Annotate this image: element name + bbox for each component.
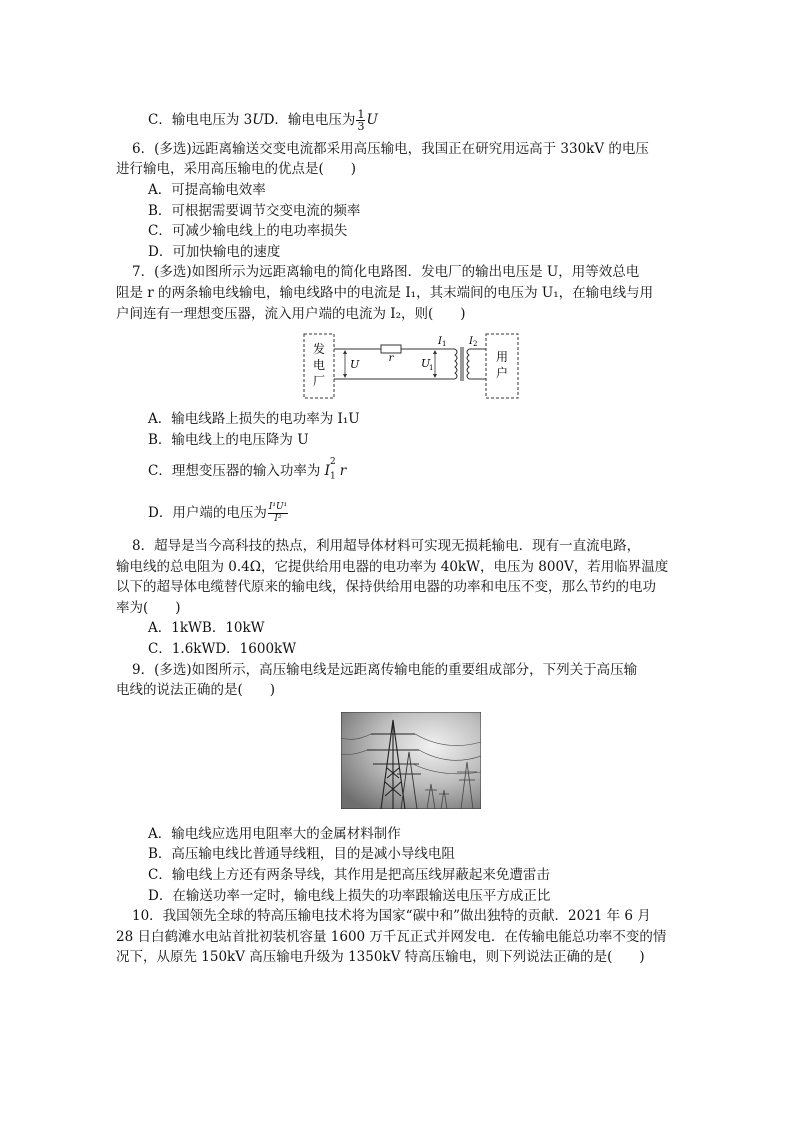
q6-option-a: A．可提高输电效率 [148, 182, 266, 198]
plant-label-2: 电 [312, 358, 326, 372]
circuit-diagram [303, 333, 519, 399]
q5-option-d: D．输电电压为 [263, 112, 356, 128]
q8-options-cd: C．1.6kWD．1600kW [148, 641, 297, 657]
q8-options-ab: A．1kWB．10kW [148, 620, 265, 636]
q7-option-d: D．用户端的电压为 $\frac{\text{I¹U¹}}{\text{I²}}$ [148, 502, 288, 524]
q6-option-b: B．可根据需要调节交变电流的频率 [148, 203, 361, 219]
q7-option-c: C．理想变压器的输入功率为 I 2 $_1$ r [148, 457, 347, 482]
q9-option-d: D．在输送功率一定时，输电线上损失的功率跟输送电压平方成正比 [148, 888, 551, 904]
q10-stem-line2: 28 日白鹤滩水电站首批初装机容量 1600 万千瓦正式并网发电．在传输电能总功率不变的情 [116, 929, 667, 945]
user-voltage-fraction: $\frac{\text{I¹U¹}}{\text{I²}}$ [268, 502, 288, 524]
i1-subscript: 1 [442, 340, 447, 348]
q7-option-b: B．输电线上的电压降为 U [148, 432, 309, 448]
q7-option-a: A．输电线路上损失的电功率为 I₁U [148, 411, 360, 427]
q9-option-c: C．输电线上方还有两条导线，其作用是把高压线屏蔽起来免遭雷击 [148, 867, 550, 883]
q9-stem-line2: 电线的说法正确的是( ) [116, 682, 276, 698]
plant-label-3: 厂 [312, 374, 326, 388]
q9-option-b: B．高压输电线比普通导线粗，目的是减小导线电阻 [148, 846, 455, 862]
q8-stem-line4: 率为( ) [116, 600, 181, 616]
q5-option-c-d: C．输电电压为 3UD．输电电压为 $\frac{1}{3}$ U [148, 108, 378, 133]
power-tower-photo [341, 712, 481, 809]
q9-option-a: A．输电线应选用电阻率大的金属材料制作 [148, 826, 401, 842]
q10-stem-line1: 10．我国领先全球的特高压输电技术将为国家“碳中和”做出独特的贡献．2021 年 6 月 [132, 908, 651, 924]
q6-stem-line2: 进行输电，采用高压输电的优点是( ) [116, 161, 357, 177]
q6-option-c: C．可减少输电线上的电功率损失 [148, 223, 348, 239]
q8-stem-line2: 输电线的总电阻为 0.4Ω，它提供给用电器的电功率为 40kW，电压为 800V，若用临界温度 [116, 559, 669, 575]
r-label: r [388, 353, 394, 364]
one-third-fraction: $\frac{1}{3}$ [357, 108, 365, 133]
i1-label: I [438, 336, 442, 347]
q6-option-d: D．可加快输电的速度 [148, 244, 281, 260]
u1-label: U [421, 357, 431, 370]
u1-subscript: 1 [429, 364, 434, 372]
q6-stem-line1: 6．(多选)远距离输送交变电流都采用高压输电，我国正在研究用远高于 330kV 的电压 [132, 141, 649, 157]
transformer-secondary [467, 349, 469, 379]
i2-subscript: 2 [473, 340, 478, 348]
i2-label: I [469, 336, 473, 347]
transformer-primary [455, 349, 457, 379]
q9-stem-line1: 9．(多选)如图所示，高压输电线是远距离传输电能的重要组成部分，下列关于高压输 [132, 662, 638, 678]
u-label: U [350, 358, 360, 371]
q7-stem-line1: 7．(多选)如图所示为远距离输电的简化电路图．发电厂的输出电压是 U，用等效总电 [132, 264, 640, 280]
user-label-2: 户 [495, 366, 509, 380]
plant-label-1: 发 [312, 342, 326, 356]
q5-option-c: C．输电电压为 3 [148, 112, 253, 128]
user-label-1: 用 [495, 350, 509, 364]
q10-stem-line3: 况下，从原先 150kV 高压输电升级为 1350kV 特高压输电，则下列说法正确的是( ) [116, 949, 645, 965]
q8-stem-line1: 8．超导是当今高科技的热点，利用超导体材料可实现无损耗输电．现有一直流电路， [132, 538, 641, 554]
q7-stem-line2: 阻是 r 的两条输电线输电，输电线路中的电流是 I₁，其末端间的电压为 U₁，在输电线与用 [116, 285, 654, 301]
q8-stem-line3: 以下的超导体电缆替代原来的输电线，保持供给用电器的功率和电压不变，那么节约的电功 [116, 579, 656, 595]
q7-stem-line3: 户间连有一理想变压器，流入用户端的电流为 I₂，则( ) [116, 306, 466, 322]
resistor [381, 345, 401, 353]
